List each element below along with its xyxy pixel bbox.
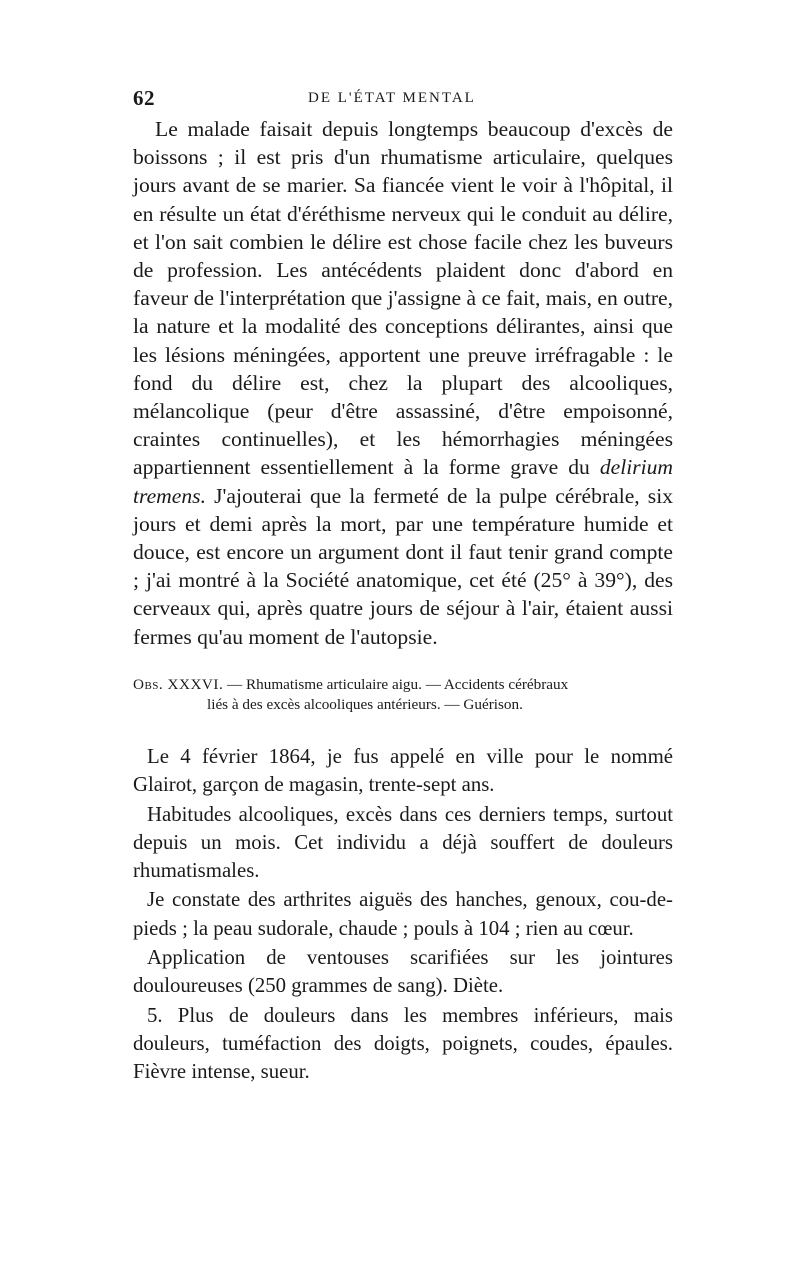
observation-title-part: — Rhumatisme articulaire aigu. — Accidents cérébraux: [223, 676, 569, 693]
paragraph-text-part: J'ajouterai que la fermeté de la pulpe cérébrale, six jours et demi après la mort, par une température humide et douce, est encore un argument dont il faut tenir grand compte ; j'ai montré à la Société anatomique, cet été (25° à 39°), des cerveaux qui, après quatre jours de séjour à l'air, étaient aussi fermes qu'au moment de l'autopsie.: [133, 483, 673, 649]
observation-heading-line-2: liés à des excès alcooliques antérieurs. — Guérison.: [207, 696, 523, 713]
case-paragraph: Application de ventouses scarifiées sur les jointures douloureuses (250 grammes de sang). Diète.: [133, 946, 673, 998]
case-paragraph: Habitudes alcooliques, excès dans ces derniers temps, surtout depuis un mois. Cet individu a déjà souffert de douleurs rhumatismales.: [133, 802, 673, 883]
running-title: DE L'ÉTAT MENTAL: [308, 90, 476, 106]
case-paragraph: Le 4 février 1864, je fus appelé en ville pour le nommé Glairot, garçon de magasin, trente-sept ans.: [133, 745, 673, 797]
page-header: [133, 86, 673, 116]
case-paragraph: Je constate des arthrites aiguës des hanches, genoux, cou-de-pieds ; la peau sudorale, chaude ; pouls à 104 ; rien au cœur.: [133, 888, 673, 940]
paragraph-text-part: Le malade faisait depuis longtemps beaucoup d'excès de boissons ; il est pris d'un rhumatisme articulaire, quelques jours avant de se marier. Sa fiancée vient le voir à l'hôpital, il en résulte un état d'éréthisme nerveux qui le conduit au délire, et l'on sait combien le délire est chose facile chez les buveurs de profession. Les antécédents plaident donc d'abord en faveur de l'interprétation que j'assigne à ce fait, mais, en outre, la nature et la modalité des conceptions délirantes, ainsi que les lésions méningées, apportent une preuve irréfragable : le fond du délire est, chez la plupart des alcooliques, mélancolique (peur d'être assassiné, d'être empoisonné, craintes continuelles), et les hémorrhagies méningées appartiennent essentiellement à la forme grave du: [133, 117, 673, 480]
observation-label: Obs. XXXVI.: [133, 676, 224, 693]
paragraph-text: [133, 115, 673, 651]
observation-heading-line-1: [133, 675, 673, 695]
page-number: 62: [133, 86, 155, 110]
italic-term: delirium tremens.: [133, 455, 673, 508]
case-notes: [133, 743, 673, 1088]
opening-paragraph: [133, 115, 673, 651]
case-paragraph: 5. Plus de douleurs dans les membres inférieurs, mais douleurs, tuméfaction des doigts, poignets, coudes, épaules. Fièvre intense, sueur.: [133, 1003, 673, 1084]
observation-heading: [133, 675, 673, 715]
